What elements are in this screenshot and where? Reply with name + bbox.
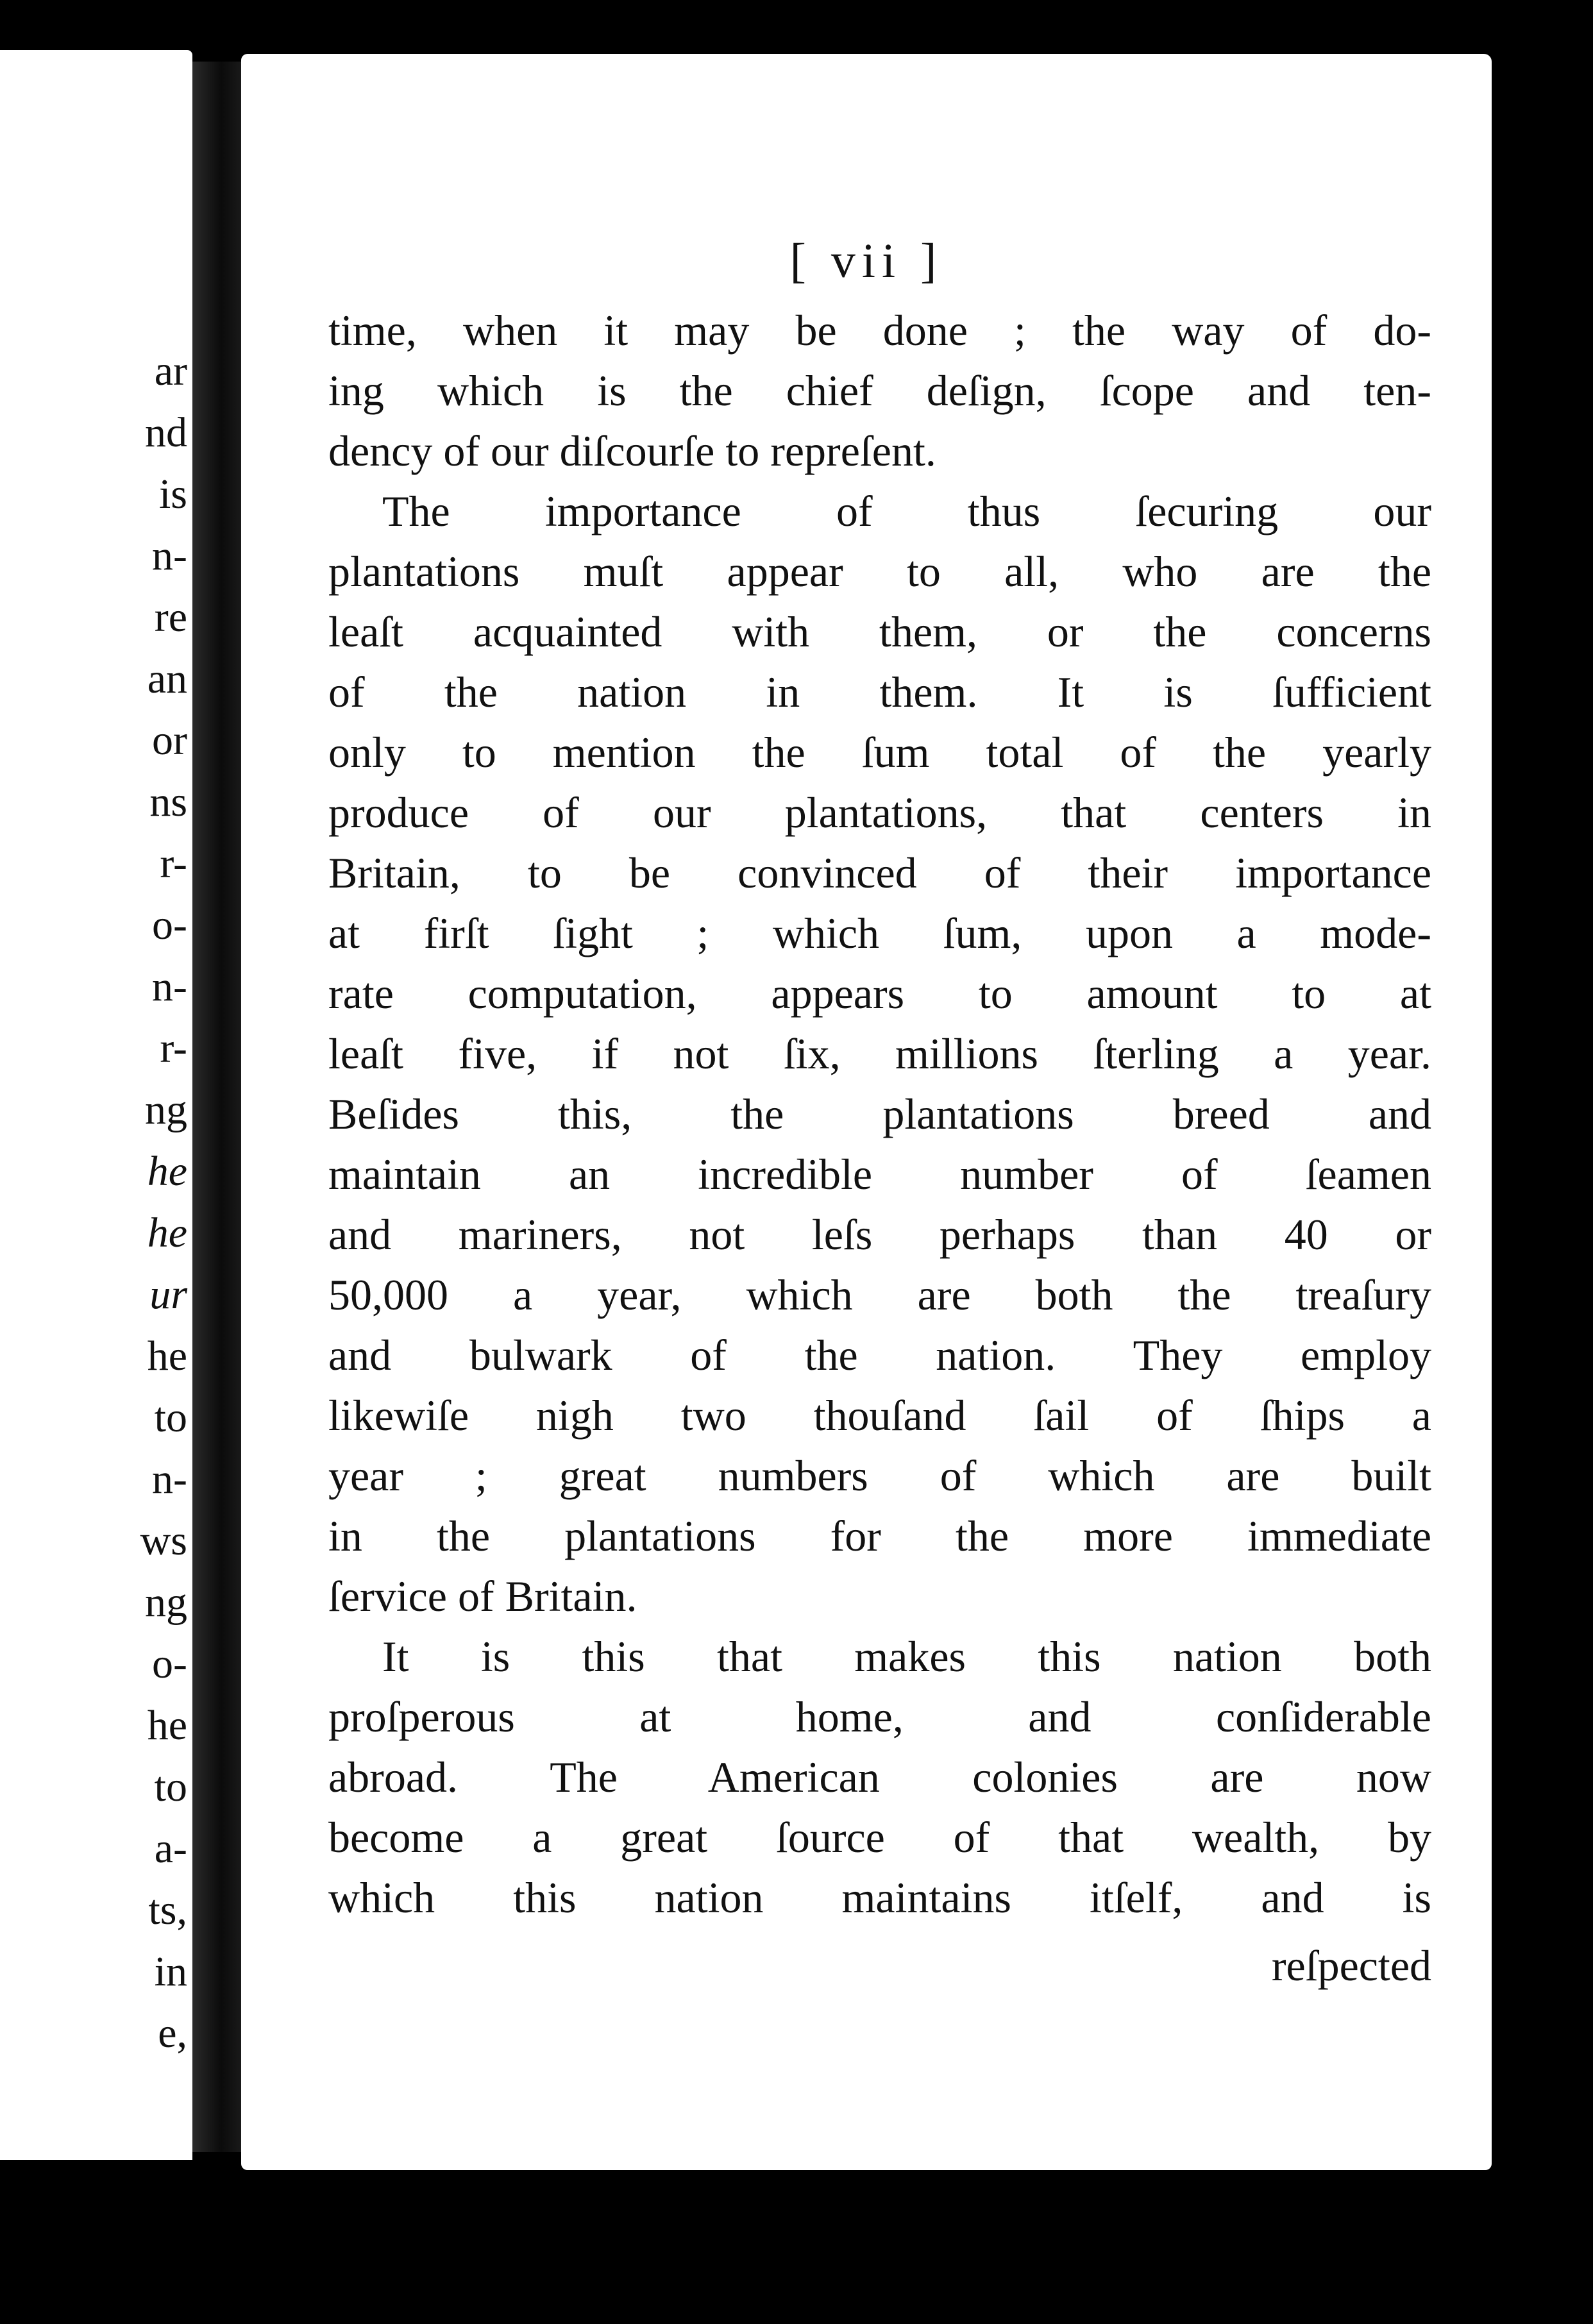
- left-fragment: he: [147, 1209, 187, 1256]
- left-fragment: r-: [160, 840, 187, 887]
- text-line: abroad. The American colonies are now: [328, 1753, 1431, 1801]
- text-line: maintain an incredible number of ſeamen: [328, 1150, 1431, 1199]
- left-fragment: o-: [152, 902, 187, 948]
- left-fragment: to: [154, 1394, 187, 1441]
- text-line: become a great ſource of that wealth, by: [328, 1813, 1431, 1862]
- text-line: It is this that makes this nation both: [382, 1632, 1431, 1681]
- left-fragment: n-: [152, 1456, 187, 1503]
- left-fragment: e,: [158, 2010, 187, 2057]
- left-fragment: to: [154, 1764, 187, 1810]
- left-fragment: ng: [145, 1579, 187, 1626]
- left-fragment: he: [147, 1702, 187, 1749]
- text-line: Beſides this, the plantations breed and: [328, 1090, 1431, 1138]
- text-line: and bulwark of the nation. They employ: [328, 1331, 1431, 1379]
- left-fragment: he: [147, 1148, 187, 1195]
- body-text: [328, 300, 1431, 1996]
- text-line: The importance of thus ſecuring our: [382, 487, 1431, 535]
- left-fragment: an: [147, 655, 187, 702]
- text-line: leaſt five, if not ſix, millions ſterling a year.: [328, 1029, 1431, 1078]
- left-fragment: ng: [145, 1086, 187, 1133]
- book-gutter: [192, 62, 245, 2152]
- left-fragment: nd: [145, 409, 187, 456]
- text-line: likewiſe nigh two thouſand ſail of ſhips a: [328, 1391, 1431, 1440]
- text-line: ing which is the chief deſign, ſcope and ten-: [328, 366, 1431, 415]
- text-line: produce of our plantations, that centers in: [328, 788, 1431, 837]
- text-line: proſperous at home, and conſiderable: [328, 1692, 1431, 1741]
- text-line: of the nation in them. It is ſufficient: [328, 668, 1431, 716]
- left-fragment: re: [154, 594, 187, 641]
- text-line: Britain, to be convinced of their importance: [328, 848, 1431, 897]
- text-line: dency of our diſcourſe to repreſent.: [328, 426, 936, 475]
- text-line: year ; great numbers of which are built: [328, 1451, 1431, 1500]
- left-fragment: ar: [154, 348, 187, 394]
- text-line: plantations muſt appear to all, who are the: [328, 547, 1431, 596]
- left-fragment: r-: [160, 1025, 187, 1072]
- text-line: ſervice of Britain.: [328, 1572, 637, 1621]
- left-fragment: o-: [152, 1640, 187, 1687]
- left-fragment: ws: [140, 1517, 187, 1564]
- main-page: [241, 54, 1492, 2170]
- text-line: 50,000 a year, which are both the treaſury: [328, 1270, 1431, 1319]
- left-fragment: n-: [152, 963, 187, 1010]
- text-line: at firſt ſight ; which ſum, upon a mode-: [328, 909, 1431, 957]
- left-fragment: ns: [149, 779, 187, 825]
- left-fragment: in: [154, 1948, 187, 1995]
- text-line: leaſt acquainted with them, or the concerns: [328, 607, 1431, 656]
- left-page-edge: [0, 50, 192, 2160]
- left-fragment: he: [147, 1333, 187, 1379]
- left-fragment: or: [152, 717, 187, 764]
- text-line: rate computation, appears to amount to at: [328, 969, 1431, 1018]
- page-number: [ vii ]: [789, 234, 943, 288]
- text-line: and mariners, not leſs perhaps than 40 or: [328, 1210, 1431, 1259]
- left-fragment: ts,: [148, 1887, 187, 1933]
- left-fragment: ur: [149, 1271, 187, 1318]
- text-line: only to mention the ſum total of the yearly: [328, 728, 1431, 777]
- left-fragment: n-: [152, 532, 187, 579]
- text-line: which this nation maintains itſelf, and is: [328, 1873, 1431, 1922]
- catchword: reſpected: [1271, 1941, 1431, 1990]
- text-line: time, when it may be done ; the way of do-: [328, 306, 1431, 355]
- left-fragment: is: [158, 471, 187, 518]
- text-line: in the plantations for the more immediate: [328, 1511, 1431, 1560]
- left-fragment: a-: [154, 1825, 187, 1872]
